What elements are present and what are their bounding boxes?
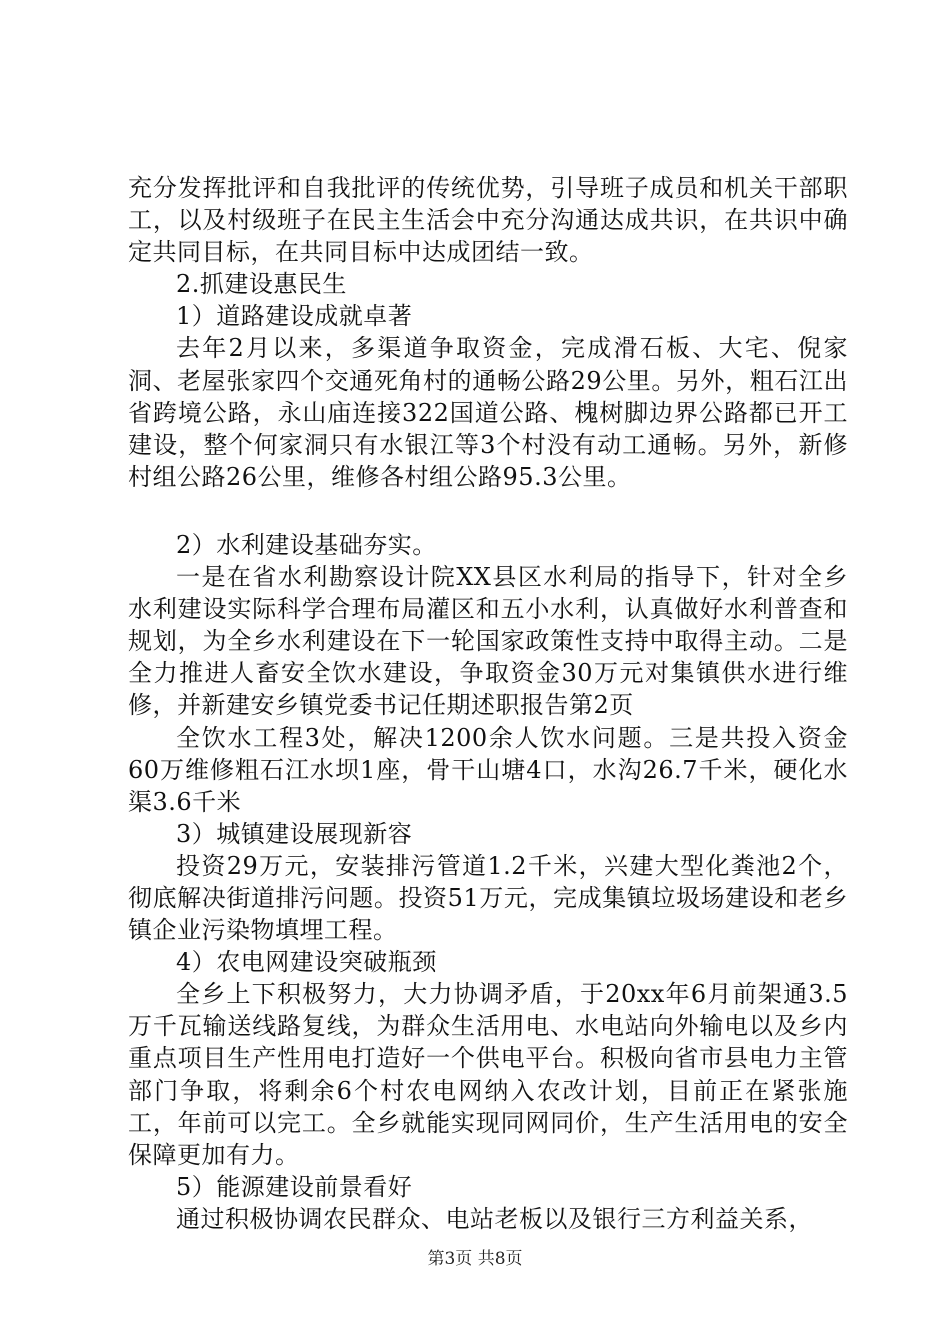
paragraph-water-continued: 全饮水工程3处，解决1200余人饮水问题。三是共投入资金60万维修粗石江水坝1座，骨干山塘4口，水沟26.7千米，硬化水渠3.6千米 [128,723,848,816]
paragraph-spacer [128,493,848,529]
subheading-roads: 1）道路建设成就卓著 [176,302,413,331]
subheading-power-grid: 4）农电网建设突破瓶颈 [176,948,437,977]
paragraph-town: 投资29万元，安装排污管道1.2千米，兴建大型化粪池2个，彻底解决街道排污问题。投资51万元，完成集镇垃圾场建设和老乡镇企业污染物填埋工程。 [128,851,848,945]
paragraph-energy: 通过积极协调农民群众、电站老板以及银行三方利益关系， [176,1204,813,1233]
subheading-energy: 5）能源建设前景看好 [176,1172,413,1201]
page-number-footer: 第3页 共8页 [427,1249,523,1269]
section-heading-construction: 2.抓建设惠民生 [176,270,347,299]
paragraph-water: 一是在省水利勘察设计院XX县区水利局的指导下，针对全乡水利建设实际科学合理布局灌区和五小水利，认真做好水利普查和规划，为全乡水利建设在下一轮国家政策性支持中取得主动。二是全力推进人畜安全饮水建设，争取资金30万元对集镇供水进行维修，并新建安乡镇党委书记任期述职报告第2页 [128,563,848,720]
document-body [128,172,848,1235]
paragraph-criticism: 充分发挥批评和自我批评的传统优势，引导班子成员和机关干部职工，以及村级班子在民主生活会中充分沟通达成共识，在共识中确定共同目标，在共同目标中达成团结一致。 [128,174,848,267]
paragraph-power-grid: 全乡上下积极努力，大力协调矛盾，于20xx年6月前架通3.5万千瓦输送线路复线，为群众生活用电、水电站向外输电以及乡内重点项目生产性用电打造好一个供电平台。积极向省市县电力主管部门争取，将剩余6个村农电网纳入农改计划，目前正在紧张施工，年前可以完工。全乡就能实现同网同价，生产生活用电的安全保障更加有力。 [128,980,848,1169]
subheading-water: 2）水利建设基础夯实。 [176,530,437,559]
paragraph-roads: 去年2月以来，多渠道争取资金，完成滑石板、大宅、倪家洞、老屋张家四个交通死角村的通畅公路29公里。另外，粗石江出省跨境公路，永山庙连接322国道公路、槐树脚边界公路都已开工建设，整个何家洞只有水银江等3个村没有动工通畅。另外，新修村组公路26公里，维修各村组公路95.3公里。 [128,334,848,491]
subheading-town: 3）城镇建设展现新容 [176,819,413,848]
